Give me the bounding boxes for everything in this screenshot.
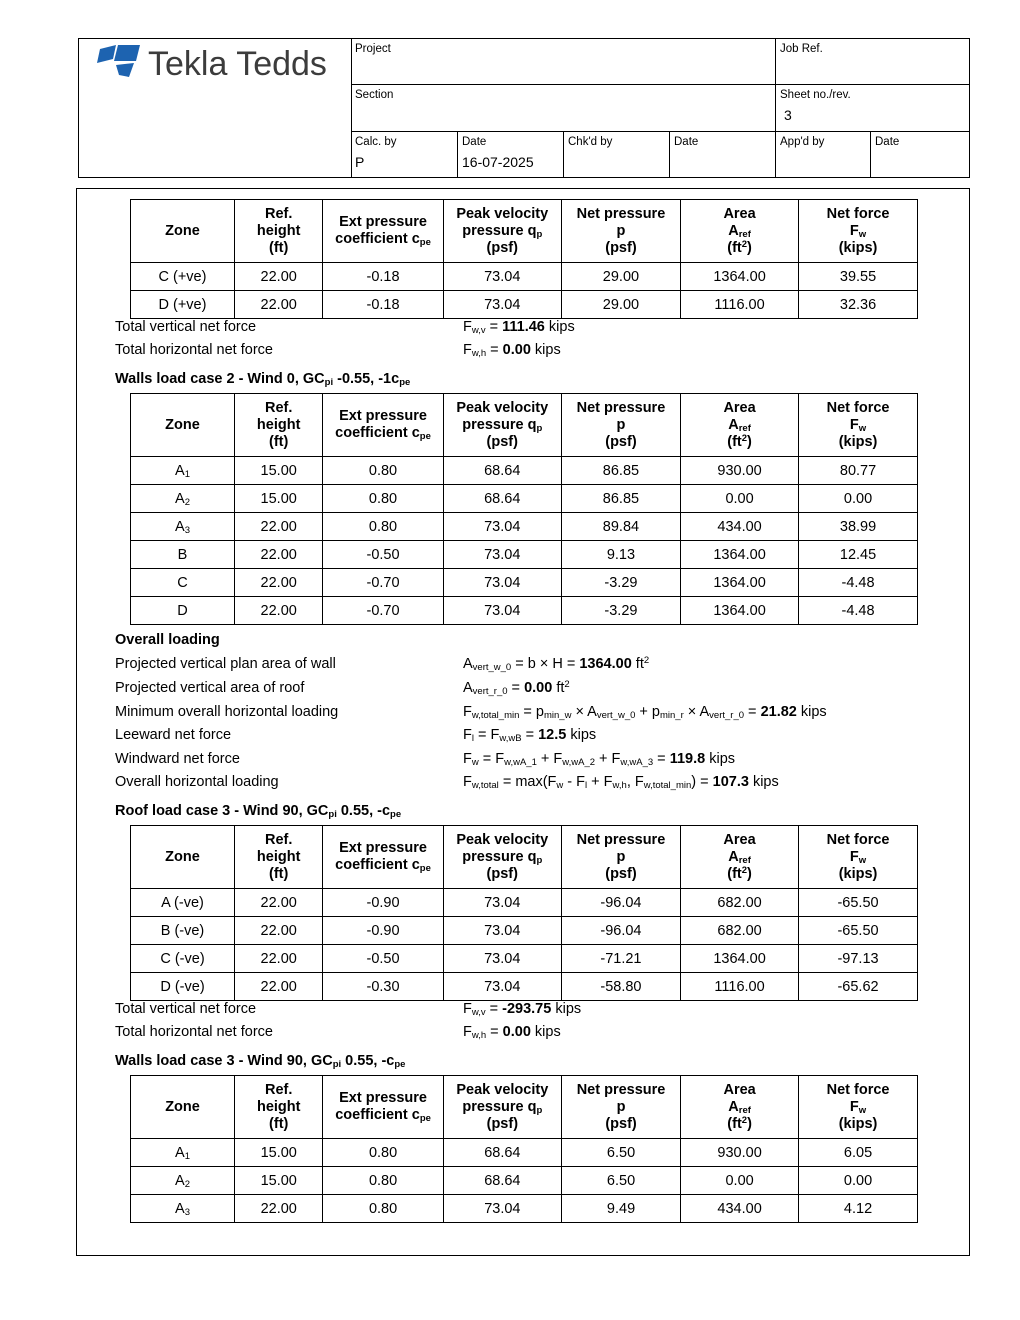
col-zone-header: Zone [131, 394, 235, 457]
area-cell: 930.00 [681, 457, 799, 485]
col-peak-velocity-header: Peak velocity pressure $q_p$ (psf) [443, 200, 561, 263]
logo-cell [79, 39, 352, 177]
net-pressure-cell: -96.04 [561, 917, 680, 945]
col-net-force-header: Net force $F_w$ (kips) [799, 394, 918, 457]
net-force-cell: -65.50 [799, 917, 918, 945]
peak-velocity-cell: 68.64 [443, 1139, 561, 1167]
roof-case3-heading: Roof load case 3 - Wind 90, $GC_{pi}$ 0.55, $-c_{pe}$ [115, 803, 402, 820]
overall-value-1: $A_{vert\_w\_0} = b \times H = 1364.00$ $ft^2$ [463, 655, 650, 673]
net-force-cell: 80.77 [799, 457, 918, 485]
area-cell: 434.00 [681, 1195, 799, 1223]
peak-velocity-cell: 73.04 [443, 513, 561, 541]
overall-label-1: Projected vertical plan area of wall [115, 656, 336, 672]
table-row [131, 889, 918, 917]
area-cell: 434.00 [681, 513, 799, 541]
zone-cell: D (+ve) [131, 291, 235, 319]
overall-heading: Overall loading [115, 632, 220, 648]
net-pressure-cell: -3.29 [561, 569, 680, 597]
ref-height-cell: 15.00 [235, 1167, 323, 1195]
ext-pressure-cell: 0.80 [323, 457, 443, 485]
net-force-cell: -97.13 [799, 945, 918, 973]
net-pressure-cell: 9.49 [561, 1195, 680, 1223]
net-force-cell: 6.05 [799, 1139, 918, 1167]
ref-height-cell: 22.00 [235, 541, 323, 569]
col-ext-pressure-header: Ext pressure coefficient $c_{pe}$ [323, 394, 443, 457]
area-cell: 930.00 [681, 1139, 799, 1167]
col-area-header: Area $A_{ref}$ $(ft^2)$ [681, 200, 799, 263]
chkd-label: Chk'd by [568, 136, 613, 148]
table-row [131, 945, 918, 973]
section-label: Section [355, 89, 394, 101]
ext-pressure-cell: -0.18 [323, 263, 443, 291]
col-area-header: Area $A_{ref}$ $(ft^2)$ [681, 394, 799, 457]
table-row [131, 917, 918, 945]
ext-pressure-cell: 0.80 [323, 513, 443, 541]
ref-height-cell: 15.00 [235, 457, 323, 485]
ref-height-cell: 15.00 [235, 1139, 323, 1167]
zone-cell: C [131, 569, 235, 597]
total-vertical-label-2: Total vertical net force [115, 1001, 257, 1017]
chkd-cell [564, 132, 670, 177]
table-row [131, 1195, 918, 1223]
net-force-cell: 0.00 [799, 485, 918, 513]
date3-cell [871, 132, 969, 177]
peak-velocity-cell: 73.04 [443, 945, 561, 973]
net-pressure-cell: 29.00 [561, 263, 680, 291]
ref-height-cell: 22.00 [235, 973, 323, 1001]
table-row [131, 973, 918, 1001]
calcby-label: Calc. by [355, 136, 397, 148]
sheet-label: Sheet no./rev. [780, 89, 851, 101]
roof-case2-table [130, 199, 918, 319]
net-force-cell: -65.62 [799, 973, 918, 1001]
col-ref-height-header: Ref. height (ft) [235, 1076, 323, 1139]
appd-cell [776, 132, 871, 177]
jobref-cell [776, 39, 969, 85]
date2-cell [670, 132, 776, 177]
ext-pressure-cell: -0.90 [323, 889, 443, 917]
zone-cell: $A_1$ [131, 1139, 235, 1167]
section-cell [351, 85, 776, 132]
total-vertical-label-1: Total vertical net force [115, 319, 257, 335]
calcby-value: P [355, 154, 365, 170]
ref-height-cell: 22.00 [235, 889, 323, 917]
ref-height-cell: 22.00 [235, 917, 323, 945]
net-force-cell: 39.55 [799, 263, 918, 291]
net-force-cell: 0.00 [799, 1167, 918, 1195]
col-peak-velocity-header: Peak velocity pressure $q_p$ (psf) [443, 1076, 561, 1139]
ext-pressure-cell: -0.50 [323, 541, 443, 569]
area-cell: 1116.00 [681, 973, 799, 1001]
area-cell: 1364.00 [681, 945, 799, 973]
overall-label-4: Leeward net force [115, 727, 232, 743]
table-row [131, 513, 918, 541]
area-cell: 1364.00 [681, 541, 799, 569]
appd-label: App'd by [780, 136, 825, 148]
table-row [131, 457, 918, 485]
calcby-cell [351, 132, 458, 177]
date2-label: Date [674, 136, 699, 148]
peak-velocity-cell: 73.04 [443, 917, 561, 945]
col-zone-header: Zone [131, 200, 235, 263]
zone-cell: $A_3$ [131, 513, 235, 541]
overall-value-5: $F_w = F_{w,wA\_1} + F_{w,wA\_2} + F_{w,wA\_3} = 119.8$ kips [463, 751, 736, 768]
tekla-tedds-logo [96, 43, 336, 87]
total-horizontal-label-2: Total horizontal net force [115, 1024, 273, 1040]
col-area-header: Area $A_{ref}$ $(ft^2)$ [681, 1076, 799, 1139]
ext-pressure-cell: -0.18 [323, 291, 443, 319]
zone-cell: $A_2$ [131, 1167, 235, 1195]
col-peak-velocity-header: Peak velocity pressure $q_p$ (psf) [443, 826, 561, 889]
area-cell: 1364.00 [681, 597, 799, 625]
net-force-cell: 4.12 [799, 1195, 918, 1223]
overall-value-3: $F_{w,total\_min} = p_{min\_w} \times A_{vert\_w\_0} + p_{min\_r} \times A_{vert\_r\_0} = 21.82$ kips [463, 704, 827, 721]
ext-pressure-cell: 0.80 [323, 485, 443, 513]
area-cell: 1364.00 [681, 569, 799, 597]
date1-value: 16-07-2025 [462, 154, 534, 170]
ref-height-cell: 22.00 [235, 263, 323, 291]
net-pressure-cell: 89.84 [561, 513, 680, 541]
net-force-cell: 38.99 [799, 513, 918, 541]
jobref-label: Job Ref. [780, 43, 823, 55]
zone-cell: D (-ve) [131, 973, 235, 1001]
peak-velocity-cell: 68.64 [443, 457, 561, 485]
walls-case2-heading: Walls load case 2 - Wind 0, $GC_{pi}$ -0.55, $-1c_{pe}$ [115, 371, 411, 388]
project-cell [351, 39, 776, 85]
net-pressure-cell: -71.21 [561, 945, 680, 973]
col-ref-height-header: Ref. height (ft) [235, 826, 323, 889]
col-area-header: Area $A_{ref}$ $(ft^2)$ [681, 826, 799, 889]
zone-cell: C (-ve) [131, 945, 235, 973]
walls-case3-table [130, 1075, 918, 1223]
total-horizontal-value-2: $F_{w,h} = 0.00$ kips [463, 1024, 561, 1041]
ext-pressure-cell: 0.80 [323, 1139, 443, 1167]
overall-value-4: $F_l = F_{w,wB} = 12.5$ kips [463, 727, 597, 744]
total-horizontal-value-1: $F_{w,h} = 0.00$ kips [463, 342, 561, 359]
zone-cell: D [131, 597, 235, 625]
title-block [78, 38, 970, 178]
col-net-force-header: Net force $F_w$ (kips) [799, 1076, 918, 1139]
peak-velocity-cell: 73.04 [443, 569, 561, 597]
overall-label-5: Windward net force [115, 751, 240, 767]
net-force-cell: 12.45 [799, 541, 918, 569]
area-cell: 1116.00 [681, 291, 799, 319]
date1-cell [458, 132, 564, 177]
col-net-force-header: Net force $F_w$ (kips) [799, 826, 918, 889]
col-ext-pressure-header: Ext pressure coefficient $c_{pe}$ [323, 826, 443, 889]
table-row [131, 597, 918, 625]
logo-text: Tekla Tedds [148, 45, 327, 83]
peak-velocity-cell: 73.04 [443, 291, 561, 319]
col-net-pressure-header: Net pressure p (psf) [561, 200, 680, 263]
total-vertical-value-2: $F_{w,v} = -293.75$ kips [463, 1001, 582, 1018]
zone-cell: $A_3$ [131, 1195, 235, 1223]
zone-cell: B (-ve) [131, 917, 235, 945]
roof-case3-table [130, 825, 918, 1001]
walls-case2-table [130, 393, 918, 625]
peak-velocity-cell: 73.04 [443, 541, 561, 569]
col-ext-pressure-header: Ext pressure coefficient $c_{pe}$ [323, 1076, 443, 1139]
zone-cell: $A_2$ [131, 485, 235, 513]
zone-cell: C (+ve) [131, 263, 235, 291]
area-cell: 682.00 [681, 889, 799, 917]
table-row [131, 485, 918, 513]
sheet-value: 3 [784, 107, 792, 123]
peak-velocity-cell: 68.64 [443, 1167, 561, 1195]
area-cell: 1364.00 [681, 263, 799, 291]
net-force-cell: -65.50 [799, 889, 918, 917]
date3-label: Date [875, 136, 900, 148]
ext-pressure-cell: -0.30 [323, 973, 443, 1001]
col-ref-height-header: Ref. height (ft) [235, 200, 323, 263]
overall-value-2: $A_{vert\_r\_0} = 0.00$ $ft^2$ [463, 679, 570, 697]
ref-height-cell: 22.00 [235, 513, 323, 541]
peak-velocity-cell: 73.04 [443, 1195, 561, 1223]
ref-height-cell: 22.00 [235, 597, 323, 625]
peak-velocity-cell: 73.04 [443, 973, 561, 1001]
table-row [131, 1139, 918, 1167]
ref-height-cell: 22.00 [235, 945, 323, 973]
sheet-cell [776, 85, 969, 132]
net-pressure-cell: -58.80 [561, 973, 680, 1001]
total-vertical-value-1: $F_{w,v} = 111.46$ kips [463, 319, 575, 336]
peak-velocity-cell: 73.04 [443, 889, 561, 917]
net-pressure-cell: 86.85 [561, 485, 680, 513]
net-pressure-cell: 86.85 [561, 457, 680, 485]
table-row [131, 541, 918, 569]
table-row [131, 263, 918, 291]
area-cell: 0.00 [681, 1167, 799, 1195]
col-ref-height-header: Ref. height (ft) [235, 394, 323, 457]
ref-height-cell: 15.00 [235, 485, 323, 513]
col-zone-header: Zone [131, 1076, 235, 1139]
ext-pressure-cell: -0.50 [323, 945, 443, 973]
peak-velocity-cell: 68.64 [443, 485, 561, 513]
ext-pressure-cell: 0.80 [323, 1195, 443, 1223]
col-net-pressure-header: Net pressure p (psf) [561, 394, 680, 457]
ext-pressure-cell: -0.70 [323, 597, 443, 625]
col-net-pressure-header: Net pressure p (psf) [561, 826, 680, 889]
date1-label: Date [462, 136, 487, 148]
col-net-force-header: Net force $F_w$ (kips) [799, 200, 918, 263]
zone-cell: B [131, 541, 235, 569]
ext-pressure-cell: 0.80 [323, 1167, 443, 1195]
ref-height-cell: 22.00 [235, 291, 323, 319]
zone-cell: A (-ve) [131, 889, 235, 917]
net-force-cell: 32.36 [799, 291, 918, 319]
net-pressure-cell: -96.04 [561, 889, 680, 917]
overall-label-6: Overall horizontal loading [115, 774, 279, 790]
col-peak-velocity-header: Peak velocity pressure $q_p$ (psf) [443, 394, 561, 457]
col-ext-pressure-header: Ext pressure coefficient $c_{pe}$ [323, 200, 443, 263]
ref-height-cell: 22.00 [235, 1195, 323, 1223]
ext-pressure-cell: -0.90 [323, 917, 443, 945]
table-row [131, 291, 918, 319]
net-pressure-cell: 29.00 [561, 291, 680, 319]
net-pressure-cell: 6.50 [561, 1167, 680, 1195]
net-pressure-cell: -3.29 [561, 597, 680, 625]
ext-pressure-cell: -0.70 [323, 569, 443, 597]
table-row [131, 1167, 918, 1195]
total-horizontal-label-1: Total horizontal net force [115, 342, 273, 358]
ref-height-cell: 22.00 [235, 569, 323, 597]
table-row [131, 569, 918, 597]
peak-velocity-cell: 73.04 [443, 263, 561, 291]
net-force-cell: -4.48 [799, 569, 918, 597]
col-net-pressure-header: Net pressure p (psf) [561, 1076, 680, 1139]
walls-case3-heading: Walls load case 3 - Wind 90, $GC_{pi}$ 0.55, $-c_{pe}$ [115, 1053, 406, 1070]
net-pressure-cell: 6.50 [561, 1139, 680, 1167]
area-cell: 0.00 [681, 485, 799, 513]
area-cell: 682.00 [681, 917, 799, 945]
net-force-cell: -4.48 [799, 597, 918, 625]
overall-label-2: Projected vertical area of roof [115, 680, 305, 696]
zone-cell: $A_1$ [131, 457, 235, 485]
overall-value-6: $F_{w,total} = \max(F_w - F_l + F_{w,h}$, $F_{w,total\_min}) = 107.3$ kips [463, 774, 779, 791]
peak-velocity-cell: 73.04 [443, 597, 561, 625]
project-label: Project [355, 43, 391, 55]
col-zone-header: Zone [131, 826, 235, 889]
overall-label-3: Minimum overall horizontal loading [115, 704, 339, 720]
net-pressure-cell: 9.13 [561, 541, 680, 569]
